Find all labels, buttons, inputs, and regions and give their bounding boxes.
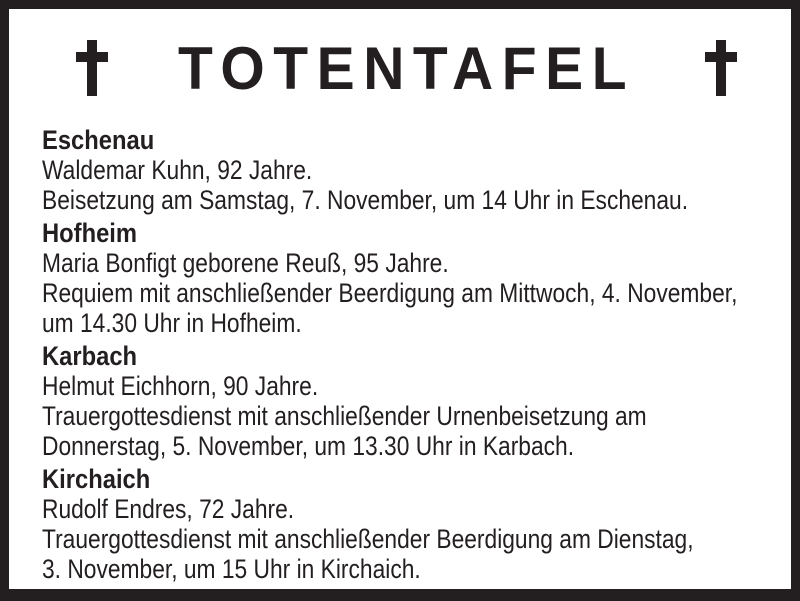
funeral-line: Donnerstag, 5. November, um 13.30 Uhr in Karbach. (42, 431, 575, 461)
funeral-line: Beisetzung am Samstag, 7. November, um 14 Uhr in Eschenau. (42, 185, 689, 215)
deceased-line: Rudolf Endres, 72 Jahre. (42, 494, 295, 524)
funeral-line: Trauergottesdienst mit anschließender Beerdigung am Dienstag, (42, 524, 694, 554)
latin-cross-icon (76, 40, 108, 96)
notice-karbach (42, 341, 771, 461)
funeral-line: Requiem mit anschließender Beerdigung am Mittwoch, 4. November, (42, 278, 738, 308)
cross-arm (76, 52, 108, 62)
deceased-line: Maria Bonfigt geborene Reuß, 95 Jahre. (42, 248, 449, 278)
place-heading: Kirchaich (42, 464, 151, 494)
deceased-line: Helmut Eichhorn, 90 Jahre. (42, 371, 319, 401)
funeral-line: 3. November, um 15 Uhr in Kirchaich. (42, 554, 421, 584)
cross-stem (716, 40, 726, 96)
notice-eschenau (42, 125, 771, 215)
notice-kirchaich (42, 464, 771, 584)
board-title: TOTENTAFEL (177, 34, 636, 102)
board-header (42, 34, 771, 102)
funeral-line: Trauergottesdienst mit anschließender Urnenbeisetzung am (42, 401, 647, 431)
notice-hofheim (42, 218, 771, 338)
cross-arm (705, 52, 737, 62)
latin-cross-icon (705, 40, 737, 96)
place-heading: Hofheim (42, 218, 138, 248)
notice-list (42, 125, 771, 584)
death-notice-board (9, 9, 791, 589)
place-heading: Karbach (42, 341, 138, 371)
deceased-line: Waldemar Kuhn, 92 Jahre. (42, 155, 313, 185)
funeral-line: um 14.30 Uhr in Hofheim. (42, 308, 302, 338)
cross-stem (87, 40, 97, 96)
place-heading: Eschenau (42, 125, 155, 155)
